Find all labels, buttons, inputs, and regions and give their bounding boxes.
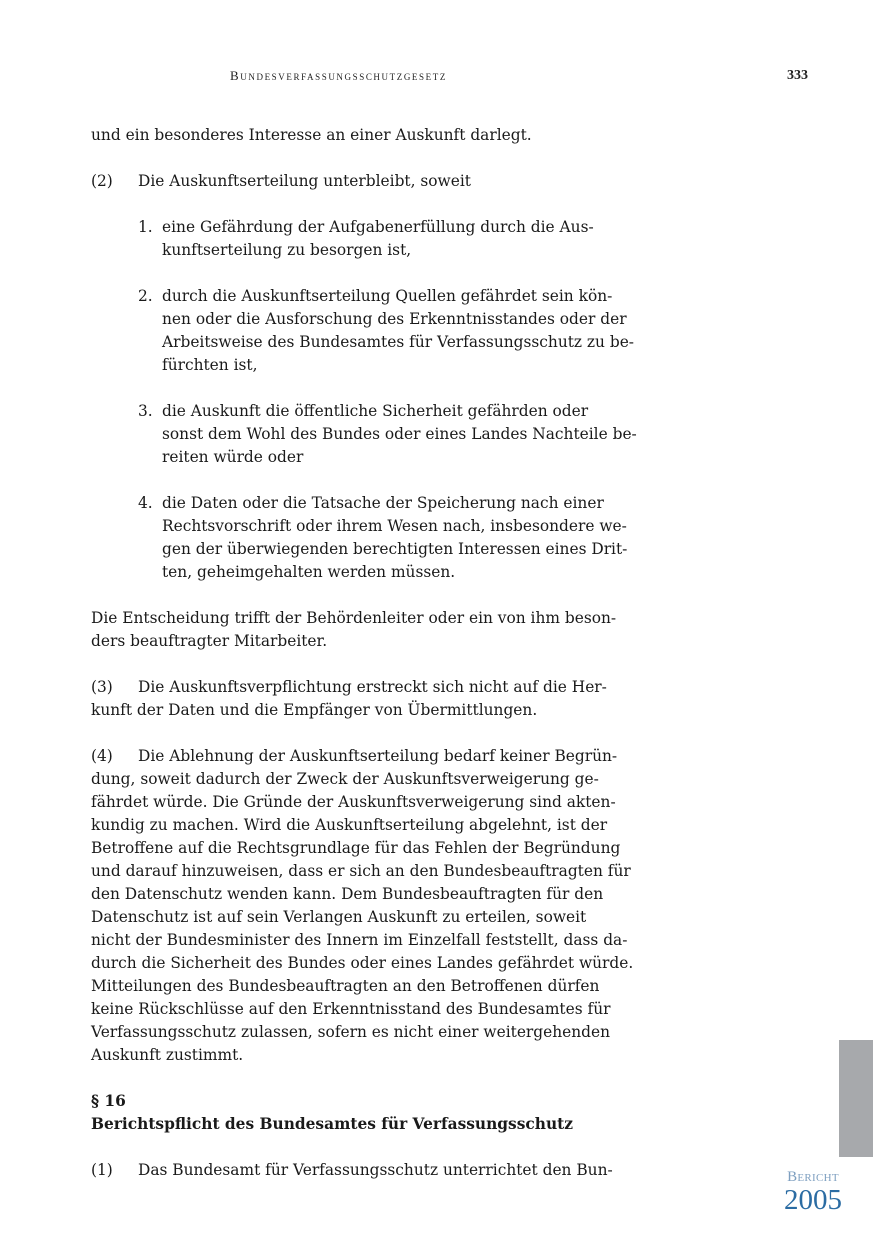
paragraph-number: (1): [91, 1161, 113, 1179]
list-item-number: 4.: [138, 494, 153, 512]
text-line: gen der überwiegenden berechtigten Interessen eines Drit-: [162, 540, 628, 558]
paragraph-number: (4): [91, 747, 113, 765]
text-line: und darauf hinzuweisen, dass er sich an den Bundesbeauftragten für: [91, 862, 631, 880]
logo-year: 2005: [784, 1184, 842, 1216]
text-line: Die Entscheidung trifft der Behördenleiter oder ein von ihm beson-: [91, 609, 617, 627]
text-line: Arbeitsweise des Bundesamtes für Verfassungsschutz zu be-: [162, 333, 635, 351]
text-line: fährdet würde. Die Gründe der Auskunftsverweigerung sind akten-: [91, 793, 616, 811]
text-line: den Datenschutz wenden kann. Dem Bundesbeauftragten für den: [91, 885, 604, 903]
list-item-number: 2.: [138, 287, 153, 305]
running-title: Bundesverfassungsschutzgesetz: [230, 68, 447, 83]
text-line: nicht der Bundesminister des Innern im Einzelfall feststellt, dass da-: [91, 931, 628, 949]
text-line: die Daten oder die Tatsache der Speicherung nach einer: [162, 494, 604, 512]
intro-line: und ein besonderes Interesse an einer Auskunft darlegt.: [91, 126, 532, 144]
text-line: dung, soweit dadurch der Zweck der Auskunftsverweigerung ge-: [91, 770, 599, 788]
exception-list: [138, 216, 651, 584]
text-line: reiten würde oder: [162, 448, 304, 466]
page-number: 333: [787, 68, 808, 83]
text-line: durch die Sicherheit des Bundes oder eines Landes gefährdet würde.: [91, 954, 634, 972]
list-item: [138, 400, 651, 469]
text-line: Betroffene auf die Rechtsgrundlage für das Fehlen der Begründung: [91, 839, 621, 857]
text-line: kundig zu machen. Wird die Auskunftserteilung abgelehnt, ist der: [91, 816, 608, 834]
section-16-paragraph-1: [91, 1159, 651, 1182]
list-item-number: 1.: [138, 218, 153, 236]
paragraph-number: (2): [91, 172, 113, 190]
text-line: Datenschutz ist auf sein Verlangen Auskunft zu erteilen, soweit: [91, 908, 587, 926]
text-line: nen oder die Ausforschung des Erkenntnisstandes oder der: [162, 310, 627, 328]
paragraph-text: Die Ablehnung der Auskunftserteilung bedarf keiner Begrün-: [138, 747, 618, 765]
paragraph-text: Die Auskunftserteilung unterbleibt, soweit: [138, 172, 471, 190]
text-line: Auskunft zustimmt.: [91, 1046, 244, 1064]
text-line: Mitteilungen des Bundesbeauftragten an den Betroffenen dürfen: [91, 977, 600, 995]
text-line: eine Gefährdung der Aufgabenerfüllung durch die Aus-: [162, 218, 594, 236]
page-body: [91, 124, 651, 1182]
text-line: die Auskunft die öffentliche Sicherheit gefährden oder: [162, 402, 589, 420]
text-line: fürchten ist,: [162, 356, 258, 374]
list-item-text: [162, 400, 651, 469]
paragraph-4-lead: [91, 745, 651, 768]
paragraph-text: Das Bundesamt für Verfassungsschutz unterrichtet den Bun-: [138, 1161, 613, 1179]
text-line: kunft der Daten und die Empfänger von Übermittlungen.: [91, 701, 538, 719]
list-item: [138, 216, 651, 262]
logo-word: Bericht: [787, 1169, 839, 1185]
paragraph-text: Die Auskunftsverpflichtung erstreckt sich nicht auf die Her-: [138, 678, 607, 696]
text-line: ders beauftragter Mitarbeiter.: [91, 632, 328, 650]
text-line: Verfassungsschutz zulassen, sofern es nicht einer weitergehenden: [91, 1023, 611, 1041]
text-line: Rechtsvorschrift oder ihrem Wesen nach, insbesondere we-: [162, 517, 627, 535]
text-line: durch die Auskunftserteilung Quellen gefährdet sein kön-: [162, 287, 613, 305]
list-item-number: 3.: [138, 402, 153, 420]
report-logo: [778, 1168, 848, 1214]
list-item-text: [162, 492, 651, 584]
section-title: Berichtspflicht des Bundesamtes für Verfassungsschutz: [91, 1115, 573, 1133]
list-item-text: [162, 285, 651, 377]
list-item: [138, 492, 651, 584]
section-number: § 16: [91, 1092, 126, 1110]
list-item: [138, 285, 651, 377]
list-item-text: [162, 216, 651, 262]
paragraph-2-lead: [91, 170, 651, 193]
text-line: kunftserteilung zu besorgen ist,: [162, 241, 412, 259]
paragraph-3-lead: [91, 676, 651, 699]
paragraph-number: (3): [91, 678, 113, 696]
text-line: keine Rückschlüsse auf den Erkenntnisstand des Bundesamtes für: [91, 1000, 611, 1018]
chapter-tab-marker: [839, 1040, 873, 1157]
text-line: sonst dem Wohl des Bundes oder eines Landes Nachteile be-: [162, 425, 637, 443]
text-line: ten, geheimgehalten werden müssen.: [162, 563, 456, 581]
